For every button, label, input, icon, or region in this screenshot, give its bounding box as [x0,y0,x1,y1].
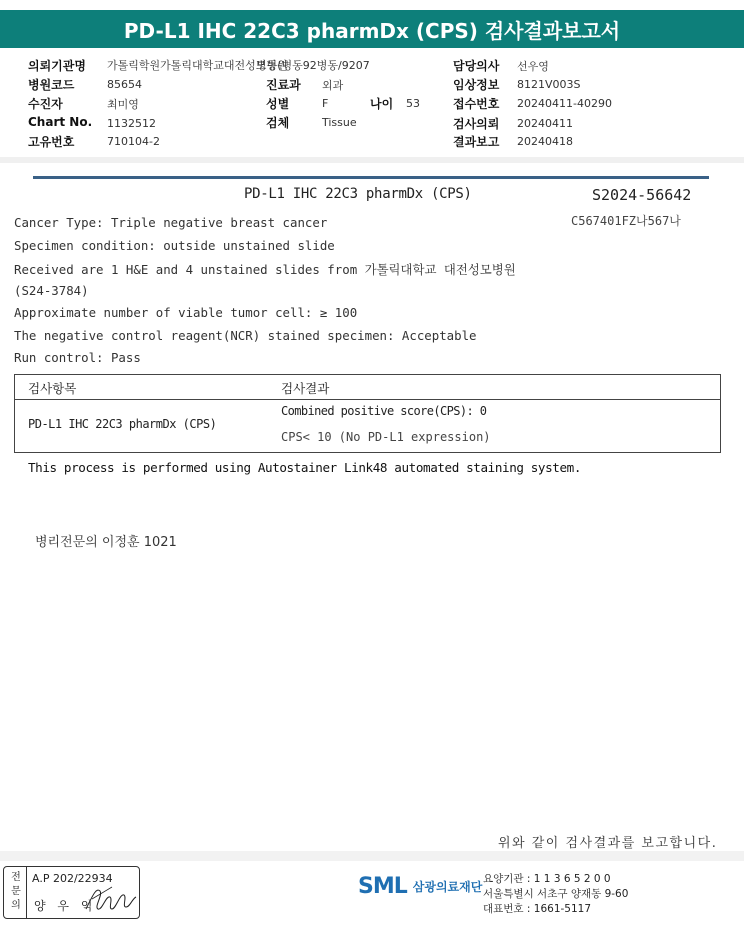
lab-address: 서울특별시 서초구 양재동 9-60 [483,888,629,900]
report-line-run-control: Run control: Pass [14,350,141,365]
result-cps-interpretation: CPS< 10 (No PD-L1 expression) [281,430,491,444]
dept-label: 진료과 [266,78,301,92]
lab-logo [358,874,482,899]
section-rule [33,176,709,179]
report-title: PD-L1 IHC 22C3 pharmDx (CPS) 검사결과보고서 [0,10,744,48]
report-number: S2024-56642 [592,186,692,204]
sex-label: 성별 [266,97,290,111]
result-table-divider [15,399,720,400]
result-cps-score: Combined positive score(CPS): 0 [281,404,487,418]
request-date-value: 20240411 [517,117,573,130]
receipt-no-value: 20240411-40290 [517,97,612,110]
specimen-label: 검체 [266,116,290,130]
report-line-case-no: (S24-3784) [14,283,89,298]
specimen-code: C567401FZ나567나 [571,214,681,228]
pathologist-signature: 병리전문의 이정훈 1021 [35,535,177,550]
process-note: This process is performed using Autostainer Link48 automated staining system. [28,460,582,475]
doctor-label: 담당의사 [453,59,500,73]
report-line-ncr: The negative control reagent(NCR) stained specimen: Acceptable [14,328,477,343]
logo-lab-name: 삼광의료재단 [412,880,483,894]
report-line-specimen-condition: Specimen condition: outside unstained slide [14,238,335,253]
report-line-received: Received are 1 H&E and 4 unstained slides from 가톨릭대학교 대전성모병원 [14,262,516,277]
age-label: 나이 [370,97,394,111]
closing-statement: 위와 같이 검사결과를 보고합니다. [498,836,718,851]
stamp-name: 양 우 익 [34,899,97,913]
ward-value: 병동(병동92병동/9207 [256,59,370,72]
lab-info [483,872,628,917]
specialist-stamp [3,866,140,919]
footer-band [0,851,744,861]
report-line-viable-cells: Approximate number of viable tumor cell: ≥ 100 [14,305,358,320]
clinical-info-value: 8121V003S [517,78,581,91]
chart-no-value: 1132512 [107,117,156,130]
age-value: 53 [406,97,420,110]
specimen-value: Tissue [322,116,357,129]
institution-label: 의뢰기관명 [28,59,86,73]
clinical-info-label: 임상정보 [453,78,500,92]
hospital-code-label: 병원코드 [28,78,75,92]
info-row-institution [28,57,86,74]
lab-code-line: 요양기관 : 1 1 3 6 5 2 0 0 [483,873,611,885]
handwritten-signature-icon [82,879,138,917]
divider-band [0,157,744,163]
sex-value: F [322,97,329,110]
test-name-heading: PD-L1 IHC 22C3 pharmDx (CPS) [244,186,472,202]
hospital-code-value: 85654 [107,78,142,91]
stamp-license-no: A.P 202/22934 [32,872,113,885]
logo-sml-text: SML [358,874,407,899]
chart-no-label: Chart No. [28,115,93,129]
doctor-value: 선우영 [517,60,549,73]
unique-id-value: 710104-2 [107,135,160,148]
receipt-no-label: 접수번호 [453,97,500,111]
patient-label: 수진자 [28,97,63,111]
result-col-result-header: 검사결과 [281,381,330,396]
ward-row [256,57,426,73]
request-date-label: 검사의뢰 [453,117,500,131]
report-date-label: 결과보고 [453,135,500,149]
result-col-item-header: 검사항목 [28,381,77,396]
result-item-name: PD-L1 IHC 22C3 pharmDx (CPS) [28,417,217,431]
patient-value: 최미영 [107,98,139,111]
stamp-divider [26,867,27,918]
stamp-vertical-label: 전문의 [11,872,21,911]
lab-phone: 대표번호 : 1661-5117 [483,903,592,915]
report-date-value: 20240418 [517,135,573,148]
dept-value: 외과 [322,79,344,92]
result-table [14,374,721,453]
institution-value: 가톨릭학원가톨릭대학교대전성모병원 [107,59,288,72]
report-line-cancer-type: Cancer Type: Triple negative breast cancer [14,215,328,230]
unique-id-label: 고유번호 [28,135,75,149]
